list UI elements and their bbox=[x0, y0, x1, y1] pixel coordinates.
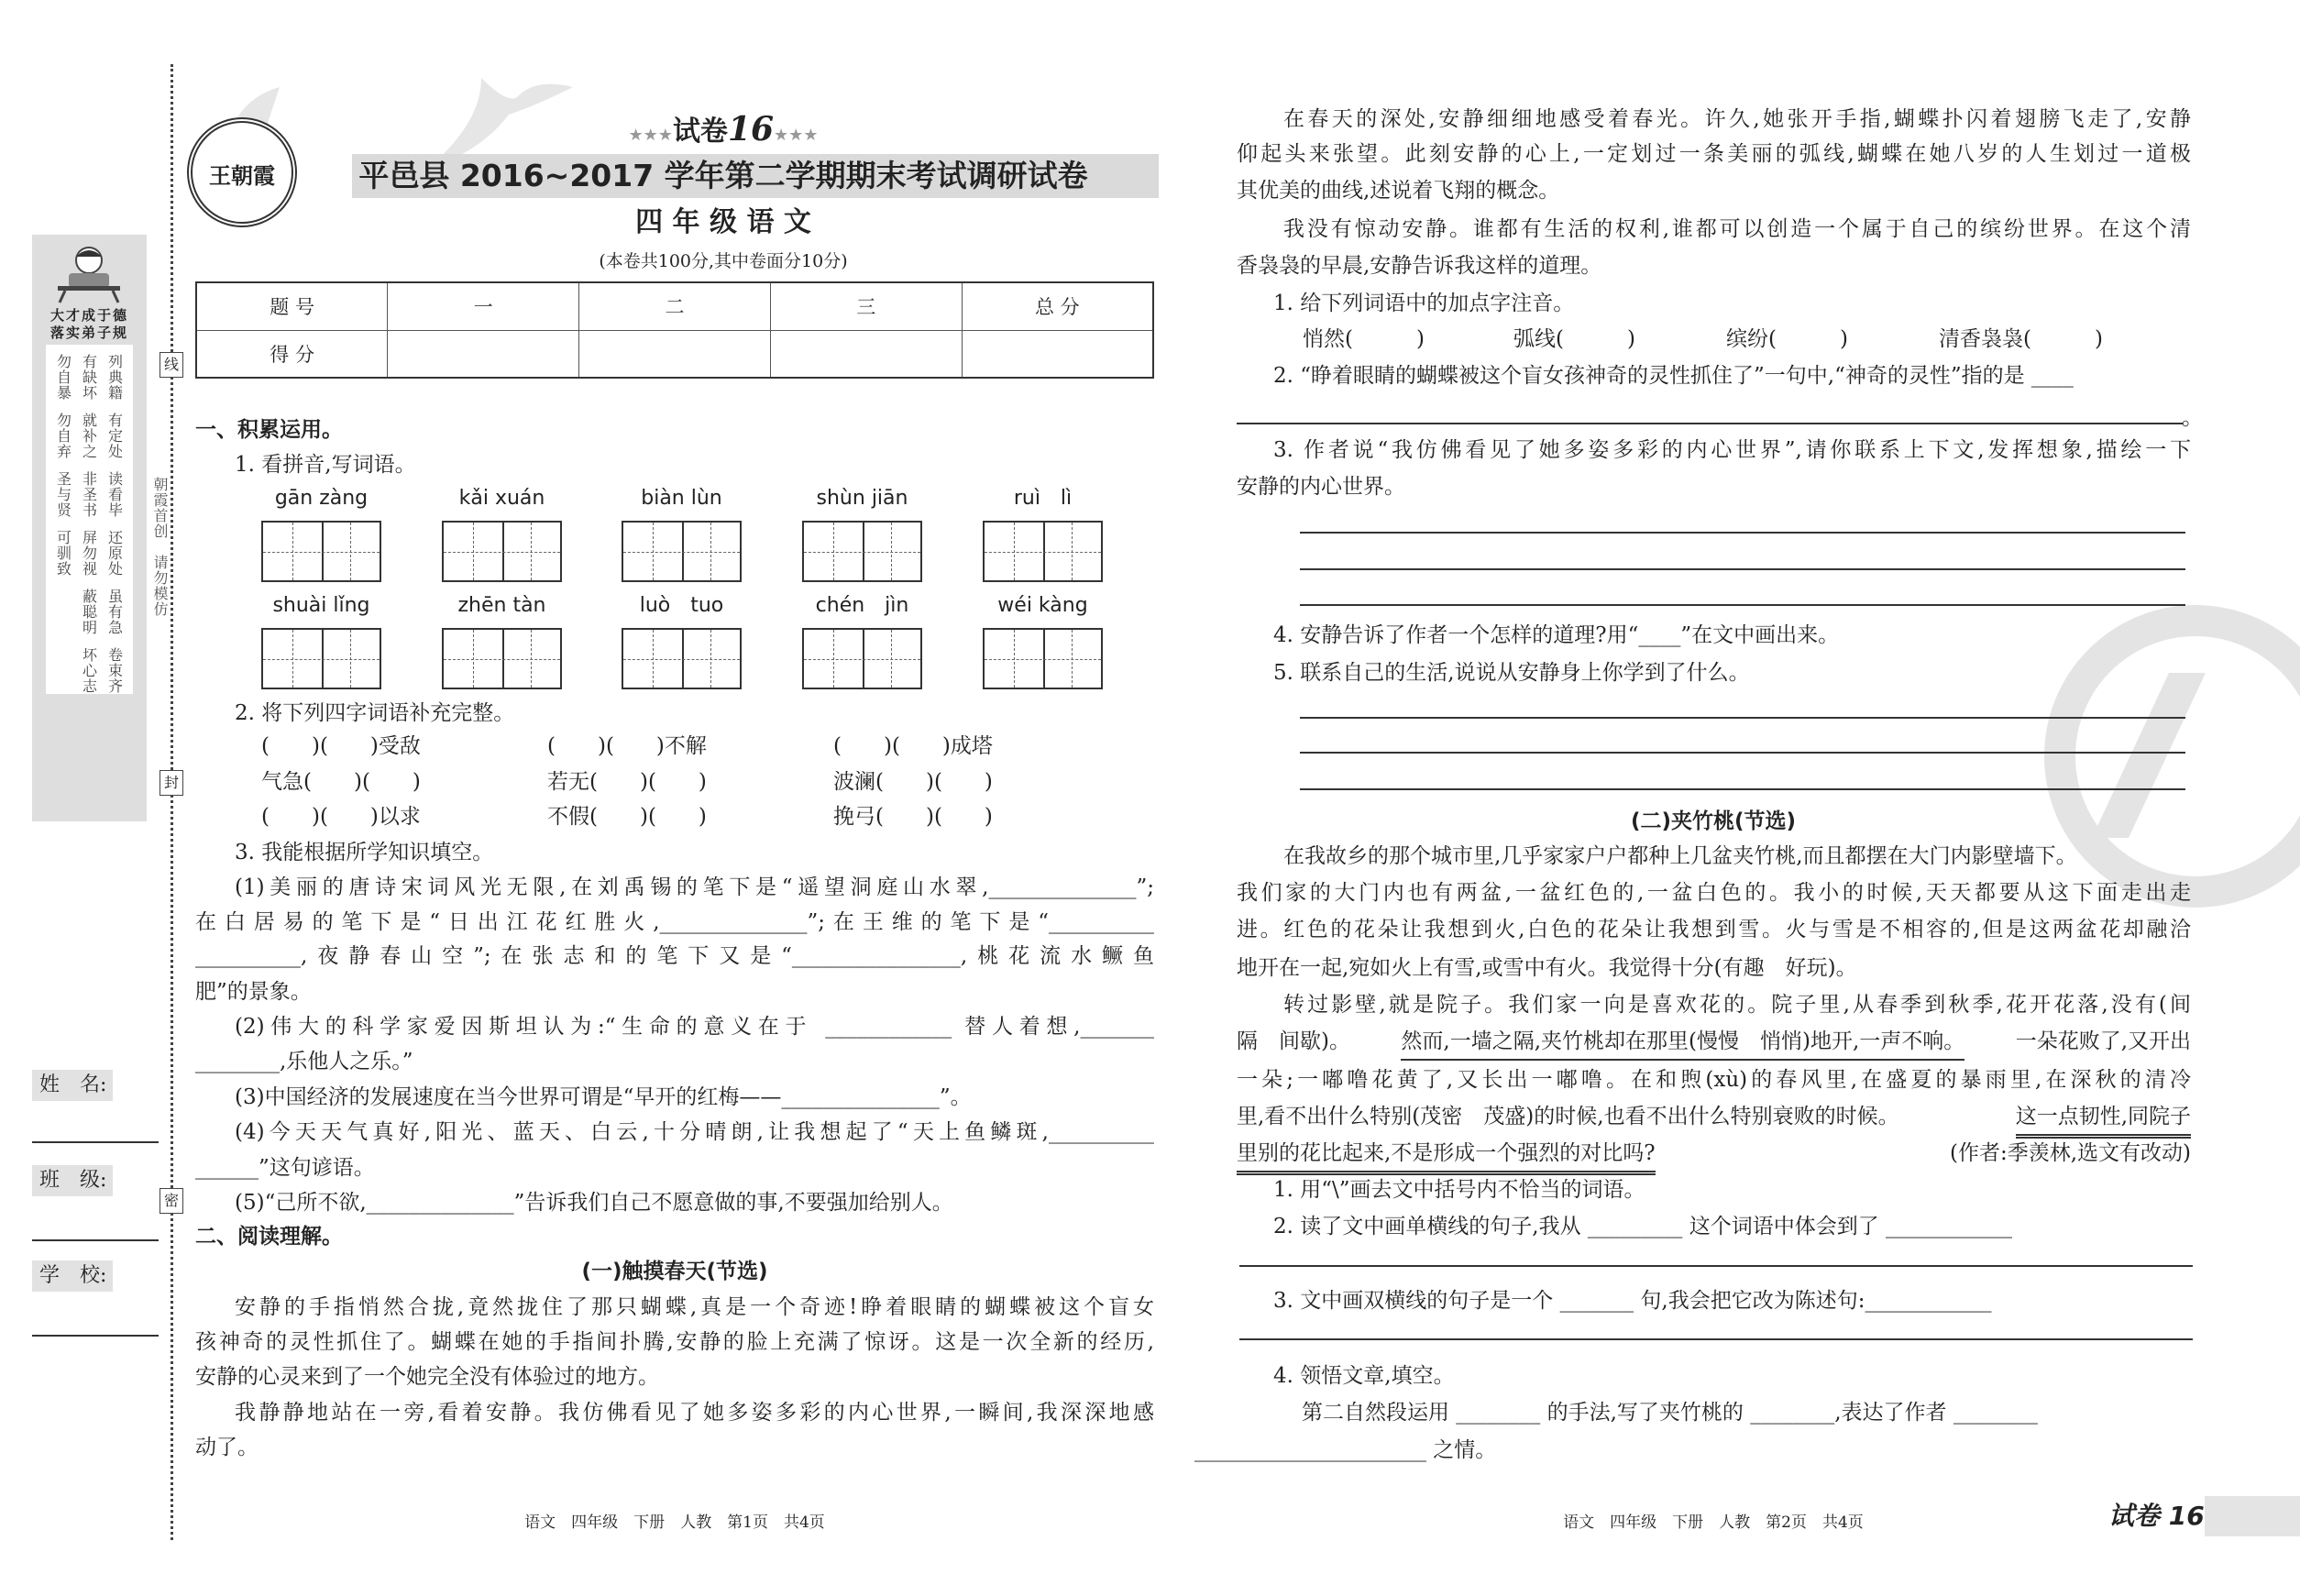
question-text[interactable]: 2. 读了文中画单横线的句子,我从 _________ 这个词语中体会到了 ____________ bbox=[1273, 1215, 2012, 1238]
rule-phrase: 圣与贤 bbox=[57, 470, 72, 519]
class-field-label: 班 级: bbox=[32, 1165, 113, 1196]
answer-line[interactable] bbox=[1300, 717, 2185, 719]
question-text[interactable]: 2. “睁着眼睛的蝴蝶被这个盲女孩神奇的灵性抓住了”一句中,“神奇的灵性”指的是 ____ bbox=[1273, 364, 2074, 388]
rule-phrase: 虽有急 bbox=[108, 588, 124, 636]
fill-in-line[interactable]: 在白居易的笔下是“日出江花红胜火,______________”;在王维的笔下是“__________ bbox=[195, 910, 1154, 934]
name-field[interactable] bbox=[32, 1141, 159, 1143]
fill-in-line: 肥”的景象。 bbox=[195, 980, 312, 1004]
pinyin-label: shuài lǐng bbox=[272, 594, 370, 617]
paper-number-value: 16 bbox=[727, 110, 775, 149]
fill-in-line[interactable]: 第二自然段运用 ________ 的手法,写了夹竹桃的 ________,表达了作者 ________ bbox=[1302, 1401, 2038, 1425]
question-text: 2. 将下列四字词语补充完整。 bbox=[235, 701, 515, 725]
student-reading-illustration bbox=[52, 244, 126, 304]
passage-text: 里,看不出什么特别(茂密 茂盛)的时候,也看不出什么特别衰败的时候。 bbox=[1237, 1105, 1899, 1128]
page-footer: 语文 四年级 下册 人教 第1页 共4页 bbox=[524, 1513, 825, 1532]
subject-title: 四 年 级 语 文 bbox=[635, 206, 811, 238]
rule-phrase: 蔽聪明 bbox=[83, 588, 98, 636]
passage-text: 隔 间歇)。 bbox=[1237, 1029, 1350, 1053]
passage-title: (一)触摸春天(节选) bbox=[581, 1260, 768, 1283]
character-writing-box[interactable] bbox=[802, 521, 922, 582]
school-field[interactable] bbox=[32, 1335, 159, 1337]
passage-line: 在春天的深处,安静细细地感受着春光。许久,她张开手指,蝴蝶扑闪着翅膀飞走了,安静 bbox=[1283, 107, 2191, 131]
pinyin-answer-blank[interactable]: 悄然( ) bbox=[1303, 327, 1425, 351]
passage-text: 一朵花败了,又开出 bbox=[2015, 1029, 2191, 1053]
idiom-blank[interactable]: ( )( )不解 bbox=[547, 734, 707, 758]
double-underlined-sentence: 里别的花比起来,不是形成一个强烈的对比吗? bbox=[1237, 1136, 1656, 1175]
class-field[interactable] bbox=[32, 1239, 159, 1241]
table-row bbox=[196, 282, 1153, 330]
pinyin-answer-blank[interactable]: 清香袅袅( ) bbox=[1939, 327, 2103, 351]
table-row bbox=[196, 330, 1153, 378]
rule-phrase: 勿自暴 bbox=[57, 353, 72, 402]
fill-in-line[interactable]: ______”这句谚语。 bbox=[195, 1156, 375, 1180]
question-text[interactable]: 3. 文中画双横线的句子是一个 _______ 句,我会把它改为陈述句:____________ bbox=[1273, 1289, 1992, 1313]
character-writing-box[interactable] bbox=[261, 521, 381, 582]
pinyin-label: luò tuo bbox=[639, 594, 724, 617]
passage-source: (作者:季羡林,选文有改动) bbox=[1949, 1141, 2191, 1165]
question-text: 1. 用“\”画去文中括号内不恰当的词语。 bbox=[1273, 1178, 1645, 1202]
passage-line: 在我故乡的那个城市里,几乎家家户户都种上几盆夹竹桃,而且都摆在大门内影壁墙下。 bbox=[1283, 844, 2077, 868]
idiom-blank[interactable]: 不假( )( ) bbox=[547, 805, 707, 829]
idiom-blank[interactable]: 气急( )( ) bbox=[261, 770, 421, 794]
seal-mark: 封 bbox=[160, 770, 183, 796]
section-heading: 一、积累运用。 bbox=[195, 418, 343, 442]
rule-phrase: 屏勿视 bbox=[83, 529, 98, 578]
double-underlined-sentence: 这一点韧性,同院子 bbox=[2016, 1099, 2191, 1139]
rule-phrase: 读看毕 bbox=[108, 470, 124, 519]
answer-line[interactable] bbox=[1239, 1265, 2193, 1267]
fill-in-line[interactable]: (3)中国经济的发展速度在当今世界可谓是“早开的红梅——_______________”。 bbox=[235, 1085, 972, 1109]
pinyin-label: chén jìn bbox=[815, 594, 909, 617]
passage-line: 香袅袅的早晨,安静告诉我这样的道理。 bbox=[1237, 254, 1602, 278]
character-writing-box[interactable] bbox=[442, 628, 562, 689]
rule-phrase: 有定处 bbox=[108, 412, 124, 460]
rule-phrase: 非圣书 bbox=[83, 470, 98, 519]
pinyin-label: wéi kàng bbox=[997, 594, 1088, 617]
score-note: (本卷共100分,其中卷面分10分) bbox=[599, 251, 848, 271]
character-writing-box[interactable] bbox=[442, 521, 562, 582]
logo-text: 王朝霞 bbox=[209, 162, 275, 189]
question-text: 安静的内心世界。 bbox=[1237, 475, 1405, 499]
idiom-blank[interactable]: 波澜( )( ) bbox=[833, 770, 993, 794]
question-text: 3. 我能根据所学知识填空。 bbox=[235, 841, 494, 864]
sidebar-panel bbox=[32, 235, 147, 821]
question-text: 1. 看拼音,写词语。 bbox=[235, 453, 416, 477]
table-header-cell: 一 bbox=[388, 282, 579, 330]
fill-in-line[interactable]: (1)美丽的唐诗宋词风光无限,在刘禹锡的笔下是“遥望洞庭山水翠,______________”; bbox=[235, 875, 1154, 899]
score-cell[interactable] bbox=[579, 330, 771, 378]
passage-line bbox=[1237, 1136, 2191, 1175]
score-table bbox=[195, 281, 1154, 379]
idiom-blank[interactable]: ( )( )成塔 bbox=[833, 734, 993, 758]
idiom-blank[interactable]: ( )( )受敌 bbox=[261, 734, 421, 758]
passage-line: 安静的手指悄然合拢,竟然拢住了那只蝴蝶,真是一个奇迹!睁着眼睛的蝴蝶被这个盲女 bbox=[235, 1295, 1154, 1319]
passage-line: 地开在一起,宛如火上有雪,或雪中有火。我觉得十分(有趣 好玩)。 bbox=[1237, 956, 1857, 980]
stars-icon: ★★★ bbox=[774, 126, 819, 145]
character-writing-box[interactable] bbox=[261, 628, 381, 689]
paper-tag: 试卷 16 bbox=[2108, 1501, 2205, 1531]
passage-line: 进。红色的花朵让我想到火,白色的花朵让我想到雪。火与雪是不相容的,但是这两盆花却融洽 bbox=[1237, 918, 2191, 941]
page-footer: 语文 四年级 下册 人教 第2页 共4页 bbox=[1563, 1513, 1864, 1532]
seal-mark: 线 bbox=[160, 352, 183, 378]
rule-phrase: 可驯致 bbox=[57, 529, 72, 578]
answer-line[interactable] bbox=[1239, 1338, 2193, 1340]
copyright-note: 朝霞首创 请勿模仿 bbox=[151, 477, 169, 617]
school-field-label: 学 校: bbox=[32, 1260, 113, 1292]
pinyin-answer-blank[interactable]: 缤纷( ) bbox=[1726, 327, 1848, 351]
watermark-seal bbox=[2044, 605, 2300, 908]
rules-column bbox=[57, 354, 73, 589]
passage-line: 仰起头来张望。此刻安静的心上,一定划过一条美丽的弧线,蝴蝶在她八岁的人生划过一道极 bbox=[1237, 142, 2191, 166]
answer-line[interactable] bbox=[1300, 604, 2185, 606]
fill-in-line[interactable]: (4)今天天气真好,阳光、蓝天、白云,十分晴朗,让我想起了“天上鱼鳞斑,__________ bbox=[235, 1120, 1154, 1144]
fill-in-line[interactable]: __________,夜静春山空”;在张志和的笔下又是“________________,桃花流水鳜鱼 bbox=[195, 944, 1154, 968]
pinyin-answer-blank[interactable]: 弧线( ) bbox=[1513, 327, 1635, 351]
passage-line: 我静静地站在一旁,看着安静。我仿佛看见了她多姿多彩的内心世界,一瞬间,我深深地感 bbox=[235, 1401, 1154, 1425]
seal-mark: 密 bbox=[160, 1188, 183, 1214]
motto-line-1: 大才成于德 bbox=[50, 307, 128, 324]
rules-column bbox=[108, 354, 125, 706]
answer-line[interactable] bbox=[1237, 423, 2183, 424]
period-mark: 。 bbox=[2182, 406, 2203, 430]
pinyin-label: ruì lì bbox=[1013, 487, 1073, 510]
idiom-blank[interactable]: 若无( )( ) bbox=[547, 770, 707, 794]
rule-phrase: 还原处 bbox=[108, 529, 124, 578]
table-header-cell: 三 bbox=[770, 282, 962, 330]
score-cell[interactable] bbox=[388, 330, 579, 378]
rule-phrase: 坏心志 bbox=[83, 646, 98, 695]
passage-line: 动了。 bbox=[195, 1436, 259, 1459]
pinyin-label: zhēn tàn bbox=[457, 594, 546, 617]
passage-line: 转过影壁,就是院子。我们家一向是喜欢花的。院子里,从春季到秋季,花开花落,没有(间 bbox=[1283, 993, 2191, 1017]
stars-icon: ★★★ bbox=[628, 126, 673, 145]
character-writing-box[interactable] bbox=[622, 521, 742, 582]
passage-title: (二)夹竹桃(节选) bbox=[1630, 809, 1797, 833]
rule-phrase: 就补之 bbox=[83, 412, 98, 460]
passage-line: 孩神奇的灵性抓住了。蝴蝶在她的手指间扑腾,安静的脸上充满了惊讶。这是一次全新的经历, bbox=[195, 1330, 1154, 1354]
paper-number-label: 试卷 bbox=[672, 116, 728, 148]
idiom-blank[interactable]: ( )( )以求 bbox=[261, 805, 421, 829]
passage-line: 我们家的大门内也有两盆,一盆红色的,一盆白色的。我小的时候,天天都要从这下面走出走 bbox=[1237, 881, 2191, 905]
pinyin-label: gān zàng bbox=[274, 487, 369, 510]
character-writing-box[interactable] bbox=[983, 628, 1103, 689]
passage-line: 其优美的曲线,述说着飞翔的概念。 bbox=[1237, 179, 1560, 203]
pinyin-label: shùn jiān bbox=[816, 487, 908, 510]
paper-tag-band bbox=[2205, 1496, 2300, 1536]
rules-column bbox=[83, 354, 99, 706]
answer-line[interactable] bbox=[1300, 788, 2185, 790]
table-header-cell: 题 号 bbox=[196, 282, 388, 330]
paper-number bbox=[540, 108, 907, 157]
pinyin-label: kǎi xuán bbox=[458, 487, 545, 510]
exam-title: 平邑县 2016~2017 学年第二学期期末考试调研试卷 bbox=[358, 158, 1088, 193]
rule-phrase: 卷束齐 bbox=[108, 646, 124, 695]
fill-in-line[interactable]: ______________________ 之情。 bbox=[1194, 1438, 1497, 1462]
brand-logo bbox=[187, 117, 297, 227]
fill-in-line[interactable]: ________,乐他人之乐。” bbox=[195, 1050, 413, 1073]
name-field-label: 姓 名: bbox=[32, 1070, 113, 1101]
question-text: 4. 安静告诉了作者一个怎样的道理?用“____”在文中画出来。 bbox=[1273, 623, 1840, 647]
question-text: 4. 领悟文章,填空。 bbox=[1273, 1364, 1455, 1388]
fill-in-line[interactable]: (2)伟大的科学家爱因斯坦认为:“生命的意义在于 ____________ 替人着想,_______ bbox=[235, 1015, 1154, 1039]
pinyin-label: biàn lùn bbox=[641, 487, 722, 510]
rule-phrase: 列典籍 bbox=[108, 353, 124, 402]
character-writing-box[interactable] bbox=[802, 628, 922, 689]
single-underlined-sentence: 然而,一墙之隔,夹竹桃却在那里(慢慢 悄悄)地开,一声不响。 bbox=[1401, 1024, 1964, 1061]
passage-line: 一朵;一嘟噜花黄了,又长出一嘟噜。在和煦(xù)的春风里,在盛夏的暴雨里,在深秋的清冷 bbox=[1237, 1068, 2191, 1092]
score-cell[interactable] bbox=[770, 330, 962, 378]
character-writing-box[interactable] bbox=[622, 628, 742, 689]
table-header-cell: 二 bbox=[579, 282, 771, 330]
question-text: 3. 作者说“我仿佛看见了她多姿多彩的内心世界”,请你联系上下文,发挥想象,描绘一下 bbox=[1273, 438, 2191, 462]
question-text: 1. 给下列词语中的加点字注音。 bbox=[1273, 292, 1575, 315]
character-writing-box[interactable] bbox=[983, 521, 1103, 582]
table-row-label: 得 分 bbox=[196, 330, 388, 378]
question-text: 5. 联系自己的生活,说说从安静身上你学到了什么。 bbox=[1273, 661, 1750, 685]
answer-line[interactable] bbox=[1300, 568, 2185, 570]
rules-box bbox=[46, 345, 133, 694]
passage-line bbox=[1237, 1024, 2191, 1061]
rule-phrase: 勿自弃 bbox=[57, 412, 72, 460]
passage-line bbox=[1237, 1099, 2191, 1139]
passage-line: 安静的心灵来到了一个她完全没有体验过的地方。 bbox=[195, 1365, 659, 1389]
section-heading: 二、阅读理解。 bbox=[195, 1225, 343, 1249]
fill-in-line[interactable]: (5)“己所不欲,______________”告诉我们自己不愿意做的事,不要强加给别人。 bbox=[235, 1191, 953, 1215]
passage-line: 我没有惊动安静。谁都有生活的权利,谁都可以创造一个属于自己的缤纷世界。在这个清 bbox=[1283, 217, 2191, 241]
motto-line-2: 落实弟子规 bbox=[50, 325, 128, 341]
score-cell[interactable] bbox=[962, 330, 1153, 378]
idiom-blank[interactable]: 挽弓( )( ) bbox=[833, 805, 993, 829]
answer-line[interactable] bbox=[1300, 752, 2185, 754]
rule-phrase: 有缺坏 bbox=[83, 353, 98, 402]
binding-dotted-line bbox=[171, 64, 173, 1540]
answer-line[interactable] bbox=[1300, 532, 2185, 534]
table-header-cell: 总 分 bbox=[962, 282, 1153, 330]
